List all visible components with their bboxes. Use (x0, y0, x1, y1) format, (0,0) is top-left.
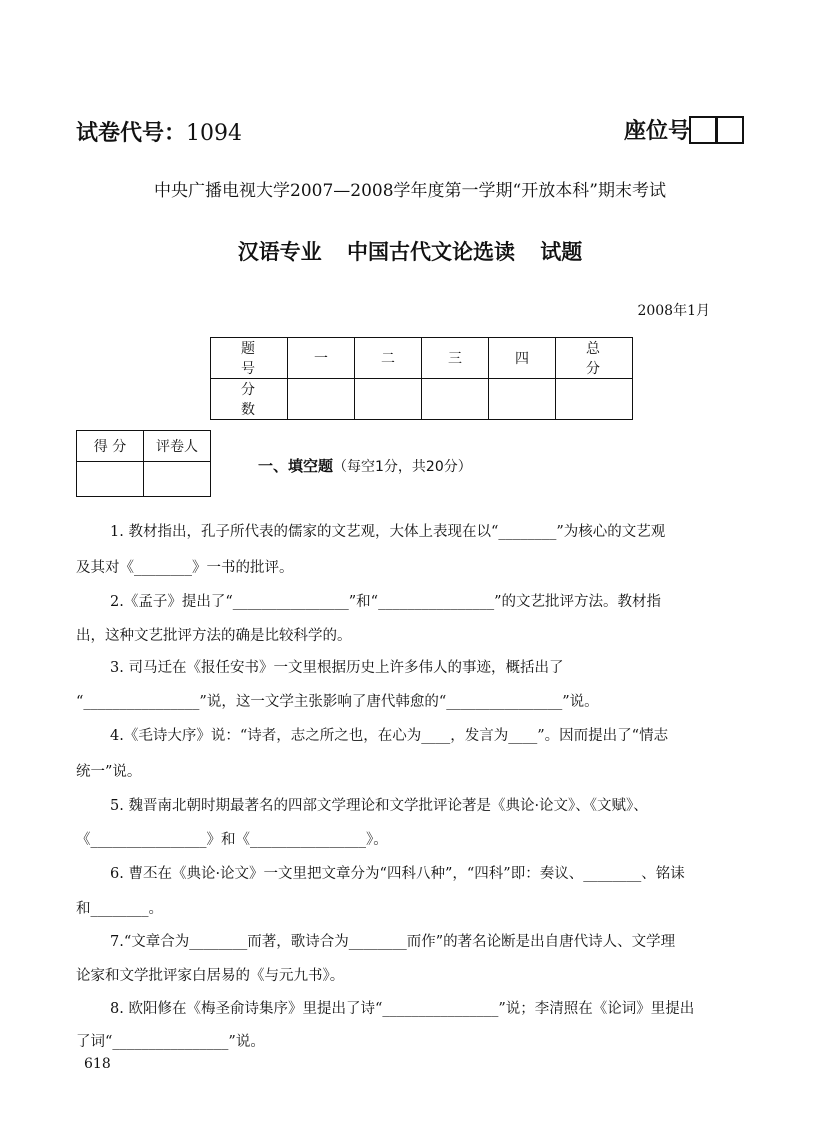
score-cell-q2: 二 (355, 338, 422, 379)
question-4-line-1: 4.《毛诗大序》说：“诗者，志之所之也，在心为____，发言为____”。因而提出了“情志 (110, 728, 669, 744)
question-1-line-1: 1. 教材指出，孔子所代表的儒家的文艺观，大体上表现在以“________”为核心的文艺观 (110, 524, 666, 540)
seat-number-label: 座位号 (623, 119, 690, 144)
section-heading (258, 455, 472, 476)
score-value-q1[interactable] (288, 379, 355, 420)
score-value-q4[interactable] (489, 379, 556, 420)
question-8-line-1: 8. 欧阳修在《梅圣俞诗集序》里提出了诗“________________”说；李清照在《论词》里提出 (110, 1001, 695, 1017)
exam-code (76, 116, 242, 147)
question-5-line-2: 《________________》和《________________》。 (76, 832, 388, 848)
grader-score-value[interactable] (77, 462, 144, 497)
grader-score-label: 得 分 (77, 431, 144, 462)
question-2-line-1: 2.《孟子》提出了“________________”和“________________”的文艺批评方法。教材指 (110, 594, 661, 610)
score-table-value-row (211, 379, 633, 420)
grader-name-value[interactable] (144, 462, 211, 497)
score-cell-q4: 四 (489, 338, 556, 379)
exam-date: 2008年1月 (637, 303, 710, 319)
score-cell-total: 总 分 (556, 338, 633, 379)
question-6-line-1: 6. 曹丕在《典论·论文》一文里把文章分为“四科八种”，“四科”即：奏议、________、铭诔 (110, 866, 685, 882)
question-4-line-2: 统一”说。 (76, 764, 142, 780)
exam-code-label: 试卷代号： (76, 121, 187, 146)
grader-table (76, 430, 211, 497)
section-subtitle: （每空1分，共20分） (333, 459, 472, 475)
seat-box-2[interactable] (716, 116, 744, 144)
section-title: 一、填空题 (258, 457, 334, 475)
question-6-line-2: 和________。 (76, 901, 163, 917)
score-cell-label: 题 号 (211, 338, 288, 379)
seat-box-1[interactable] (689, 116, 717, 144)
score-value-q3[interactable] (422, 379, 489, 420)
grader-name-label: 评卷人 (144, 431, 211, 462)
question-8-line-2: 了词“________________”说。 (76, 1034, 265, 1050)
question-7-line-1: 7.“文章合为________而著，歌诗合为________而作”的著名论断是出自唐代诗人、文学理 (110, 934, 676, 950)
score-table-header-row (211, 338, 633, 379)
score-table (210, 337, 633, 420)
score-value-total[interactable] (556, 379, 633, 420)
seat-number (624, 114, 744, 145)
question-5-line-1: 5. 魏晋南北朝时期最著名的四部文学理论和文学批评论著是《典论·论文》、《文赋》、 (110, 798, 648, 814)
question-2-line-2: 出，这种文艺批评方法的确是比较科学的。 (76, 628, 352, 644)
grader-value-row (77, 462, 211, 497)
page-number: 618 (84, 1056, 111, 1072)
question-7-line-2: 论家和文学批评家白居易的《与元九书》。 (76, 968, 345, 984)
question-3-line-2: “________________”说，这一文学主张影响了唐代韩愈的“________________”说。 (76, 694, 599, 710)
score-row-label: 分 数 (211, 379, 288, 420)
score-cell-q3: 三 (422, 338, 489, 379)
question-3-line-1: 3. 司马迁在《报任安书》一文里根据历史上许多伟人的事迹，概括出了 (110, 660, 564, 676)
paper-title: 汉语专业 中国古代文论选读 试题 (237, 240, 583, 264)
exam-name: 中央广播电视大学2007—2008学年度第一学期“开放本科”期末考试 (154, 181, 666, 201)
score-value-q2[interactable] (355, 379, 422, 420)
grader-header-row (77, 431, 211, 462)
score-cell-q1: 一 (288, 338, 355, 379)
exam-code-value: 1094 (186, 121, 243, 146)
question-1-line-2: 及其对《________》一书的批评。 (76, 560, 294, 576)
